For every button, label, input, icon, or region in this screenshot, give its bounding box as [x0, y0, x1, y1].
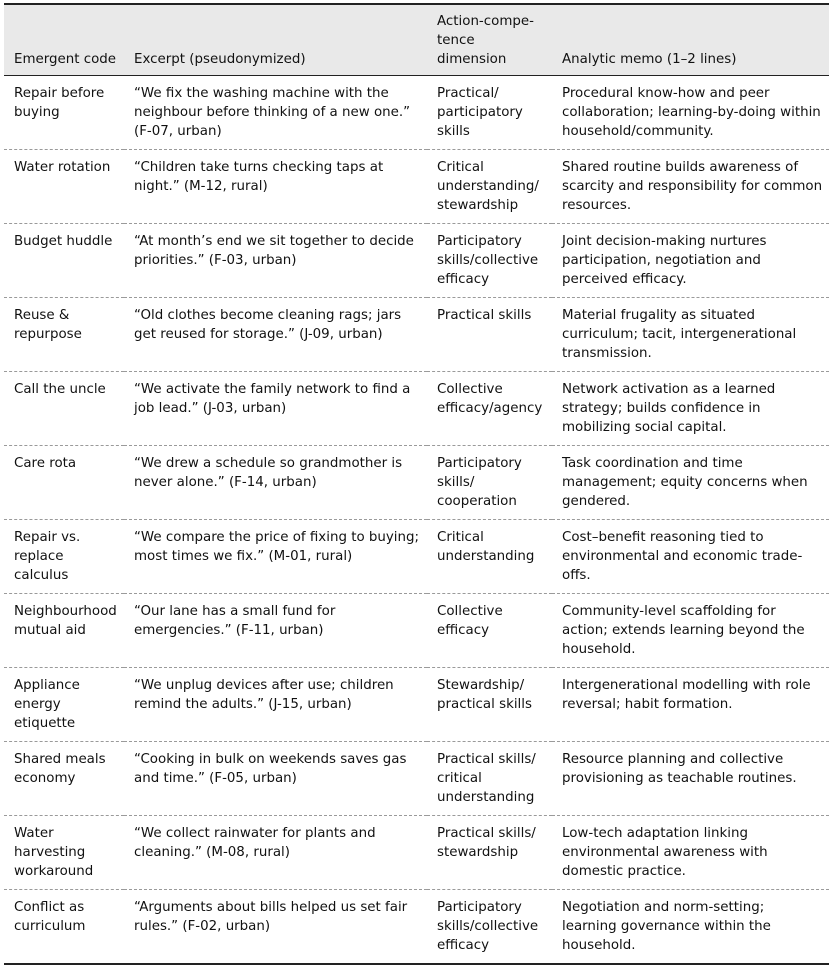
cell-memo: Intergenerational modelling with role reversal; habit formation.	[562, 678, 811, 712]
cell-excerpt: “We compare the price of fixing to buying; most times we fix.” (M-01, rural)	[134, 530, 420, 564]
table-row	[4, 446, 829, 520]
cell-dimension: Participatory skills/ cooperation	[437, 456, 522, 509]
cell-dimension: Practical skills	[437, 308, 532, 323]
cell-excerpt: “At month’s end we sit together to decide priorities.” (F-03, urban)	[134, 234, 414, 268]
cell-memo: Joint decision-making nurtures participation, negotiation and perceived efficacy.	[562, 234, 767, 287]
header-analytic-memo: Analytic memo (1–2 lines)	[562, 52, 737, 67]
coding-table-container	[4, 3, 829, 965]
cell-memo: Network activation as a learned strategy; builds confidence in mobilizing social capital.	[562, 382, 776, 435]
table-header-row	[4, 4, 829, 76]
table-row	[4, 224, 829, 298]
cell-code: Conflict as curriculum	[14, 900, 86, 934]
cell-dimension: Participatory skills/collective efficacy	[437, 900, 539, 953]
cell-memo: Low-tech adaptation linking environmental awareness with domestic practice.	[562, 826, 768, 879]
table-row	[4, 372, 829, 446]
table-row	[4, 816, 829, 890]
cell-dimension: Critical understanding	[437, 530, 535, 564]
cell-excerpt: “Old clothes become cleaning rags; jars get reused for storage.” (J-09, urban)	[134, 308, 402, 342]
header-dimension: Action-compe- tence dimension	[437, 14, 534, 67]
cell-code: Appliance energy etiquette	[14, 678, 80, 731]
cell-code: Call the uncle	[14, 382, 106, 397]
cell-dimension: Practical skills/ stewardship	[437, 826, 536, 860]
cell-code: Neighbourhood mutual aid	[14, 604, 117, 638]
cell-code: Shared meals economy	[14, 752, 106, 786]
table-row	[4, 668, 829, 742]
cell-excerpt: “We unplug devices after use; children remind the adults.” (J-15, urban)	[134, 678, 394, 712]
cell-dimension: Stewardship/ practical skills	[437, 678, 532, 712]
cell-excerpt: “Children take turns checking taps at night.” (M-12, rural)	[134, 160, 384, 194]
cell-dimension: Critical understanding/ stewardship	[437, 160, 539, 213]
table-row	[4, 742, 829, 816]
cell-excerpt: “Our lane has a small fund for emergencies.” (F-11, urban)	[134, 604, 336, 638]
cell-excerpt: “We drew a schedule so grandmother is never alone.” (F-14, urban)	[134, 456, 403, 490]
cell-memo: Shared routine builds awareness of scarcity and responsibility for common resources.	[562, 160, 823, 213]
cell-dimension: Collective efficacy	[437, 604, 503, 638]
cell-memo: Task coordination and time management; equity concerns when gendered.	[562, 456, 808, 509]
table-row	[4, 520, 829, 594]
cell-excerpt: “We collect rainwater for plants and cleaning.” (M-08, rural)	[134, 826, 376, 860]
cell-code: Repair vs. replace calculus	[14, 530, 81, 583]
cell-excerpt: “Arguments about bills helped us set fair rules.” (F-02, urban)	[134, 900, 408, 934]
cell-dimension: Collective efficacy/agency	[437, 382, 543, 416]
table-row	[4, 890, 829, 965]
header-excerpt: Excerpt (pseudonymized)	[134, 52, 306, 67]
table-row	[4, 298, 829, 372]
cell-memo: Cost–benefit reasoning tied to environmental and economic trade-offs.	[562, 530, 803, 583]
cell-code: Water harvesting workaround	[14, 826, 94, 879]
cell-excerpt: “We fix the washing machine with the neighbour before thinking of a new one.” (F-07, urban)	[134, 86, 411, 139]
table-row	[4, 594, 829, 668]
table-row	[4, 76, 829, 150]
coding-table	[4, 3, 829, 965]
cell-dimension: Practical skills/ critical understanding	[437, 752, 536, 805]
cell-dimension: Practical/ participatory skills	[437, 86, 523, 139]
cell-code: Budget huddle	[14, 234, 113, 249]
cell-code: Repair before buying	[14, 86, 105, 120]
cell-memo: Negotiation and norm-setting; learning governance within the household.	[562, 900, 771, 953]
cell-code: Care rota	[14, 456, 77, 471]
cell-code: Reuse & repurpose	[14, 308, 82, 342]
cell-dimension: Participatory skills/collective efficacy	[437, 234, 539, 287]
cell-memo: Community-level scaffolding for action; extends learning beyond the household.	[562, 604, 805, 657]
cell-excerpt: “Cooking in bulk on weekends saves gas and time.” (F-05, urban)	[134, 752, 407, 786]
cell-memo: Resource planning and collective provisioning as teachable routines.	[562, 752, 797, 786]
cell-code: Water rotation	[14, 160, 111, 175]
cell-excerpt: “We activate the family network to find a job lead.” (J-03, urban)	[134, 382, 411, 416]
table-row	[4, 150, 829, 224]
cell-memo: Procedural know-how and peer collaboration; learning-by-doing within household/community.	[562, 86, 821, 139]
cell-memo: Material frugality as situated curriculum; tacit, intergenerational transmission.	[562, 308, 797, 361]
header-emergent-code: Emergent code	[14, 52, 117, 67]
